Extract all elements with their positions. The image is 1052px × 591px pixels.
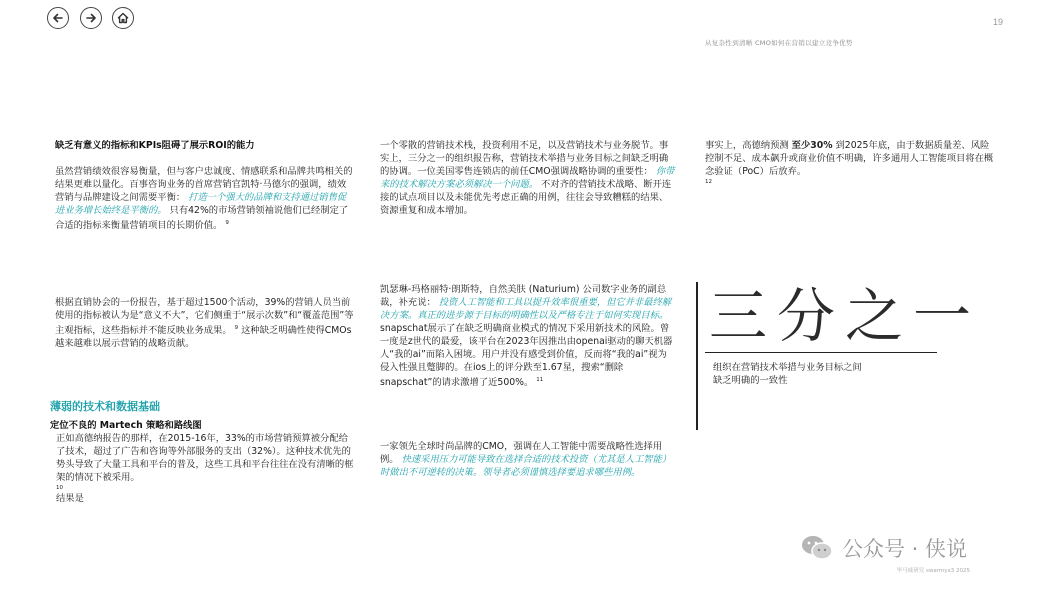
watermark-text: 公众号 · 侠说 [842,537,968,561]
naturium-paragraph [380,283,676,389]
gartner-paragraph [705,139,995,178]
footnote-marker: 9 [225,220,229,226]
watermark [800,533,967,563]
footnote-marker: 12 [705,179,712,185]
stack-text-a: 一个零散的营销技术栈，投资利用不足，以及营销技术与业务脱节。事实上，三分之一的组织报告称，营销技术举措与业务目标之间缺乏明确的协调。一位美国零售连锁店的前任CMO强调战略协调的重要性： [380,140,669,177]
breadcrumb: 从复杂性到清晰 CMO如何在营销以建立竞争优势 [705,39,853,47]
martech-subheading: 定位不良的 Martech 策略和路线图 [50,420,202,431]
naturium-text-a: 凯瑟琳-玛格丽特·朗斯特，自然美肤 (Naturium) 公司数字业务的副总裁，补充说： [380,284,667,308]
back-arrow-icon [51,11,65,25]
column-right [705,139,995,186]
footnote-marker: 10 [56,485,63,491]
footer-note: 毕马威研究 swarmyx3 2025 [896,568,970,574]
gartner-highlight: 至少30% [791,140,833,151]
stack-paragraph [380,139,676,217]
section-heading: 薄弱的技术和数据基础 [50,400,160,413]
fashion-quote: 快速采用压力可能导致在选择合适的技术投资（尤其是人工智能）时做出不可逆转的决策。领导者必须谨慎选择要追求哪些用例。 [380,454,672,478]
metrics-text-a: 虽然营销绩效很容易衡量，但与客户忠诚度、情感联系和品牌共鸣相关的结果更难以量化。百事咨询业务的首席营销官凯特·马德尔的强调，绩效营销与品牌建设之间需要平衡： [55,166,353,203]
metrics-quote: 打造一个强大的品牌和支持通过销售促进业务增长始终是平衡的。 [55,192,347,216]
martech-text: 正如高德纳报告的那样，在2015-16年，33%的市场营销预算被分配给了技术，超过了广告和咨询等外部服务的支出（32%）。这种技术优先的势头导致了大量工具和平台的普及，这些工具和平台往往在没有清晰的框架的情况下被采用。 [56,433,354,483]
column-middle [380,139,676,217]
martech-paragraph [56,432,355,484]
stack-text-b: 不对齐的营销技术战略、断开连接的试点项目以及未能优先考虑正确的用例，往往会导致糟糕的结果、资源重复和成本增加。 [380,179,672,216]
callout-rule [696,282,698,430]
home-button[interactable] [112,7,134,29]
page-number: 19 [992,17,1003,27]
wechat-icon [800,534,834,562]
naturium-text-b: snapschat展示了在缺乏明确商业模式的情况下采用新技术的风险。曾一度是z世代的最爱，该平台在2023年因推出由openai驱动的聊天机器人“我的ai”而陷入困境。用户并没有感受到价值，反而将“我的ai”视为侵入性强且蹩脚的。在ios上的评分跌至1.67星，搜索“删除snapschat”的请求激增了近500%。 [380,323,673,389]
footnote-marker: 11 [536,377,544,383]
metrics-heading: 缺乏有意义的指标和KPIs阻碍了展示ROI的能力 [55,140,255,151]
callout-caption: 组织在营销技术举措与业务目标之间缺乏明确的一致性 [713,362,862,386]
forward-arrow-icon [84,11,98,25]
stack-quote: 你带来的技术解决方案必须解决一个问题。 [380,166,675,190]
column-left [55,139,355,232]
fashion-paragraph [380,440,676,479]
home-icon [116,11,130,25]
tech-section [50,400,355,505]
gartner-text-a: 事实上，高德纳预测 [705,140,789,151]
callout-underline [705,352,937,353]
gartner-text-b: 到2025年底，由于数据质量差、风险控制不足、成本飙升或商业价值不明确，许多通用人工智能项目将在概念验证（PoC）后放弃。 [705,140,994,177]
metrics-text-b: 只有42%的市场营销领袖说他们已经制定了合适的指标来衡量营销项目的长期价值。 [55,205,349,232]
naturium-quote: 投资人工智能和工具以提升效率很重要，但它并非最终解决方案。真正的进步源于目标的明确性以及严格专注于如何实现目标。 [380,297,672,321]
fashion-text-a: 一家领先全球时尚品牌的CMO，强调在人工智能中需要战略性选择用例。 [380,441,663,465]
dma-text-a: 根据直销协会的一份报告，基于超过1500个活动，39%的营销人员当前使用的指标被认为是“意义不大”，它们侧重于“展示次数”和“覆盖范围”等主观指标，这些指标并不能反映业务成果。 [55,297,354,337]
martech-continuation: 结果是 [56,493,84,504]
forward-button[interactable] [80,7,102,29]
metrics-paragraph [55,165,355,232]
dma-paragraph [55,296,355,350]
back-button[interactable] [47,7,69,29]
callout-big-text: 三分之一 [709,282,982,350]
footnote-marker: 9 [234,325,239,331]
dma-text-b: 这种缺乏明确性使得CMOs越来越难以展示营销的战略贡献。 [55,325,352,350]
